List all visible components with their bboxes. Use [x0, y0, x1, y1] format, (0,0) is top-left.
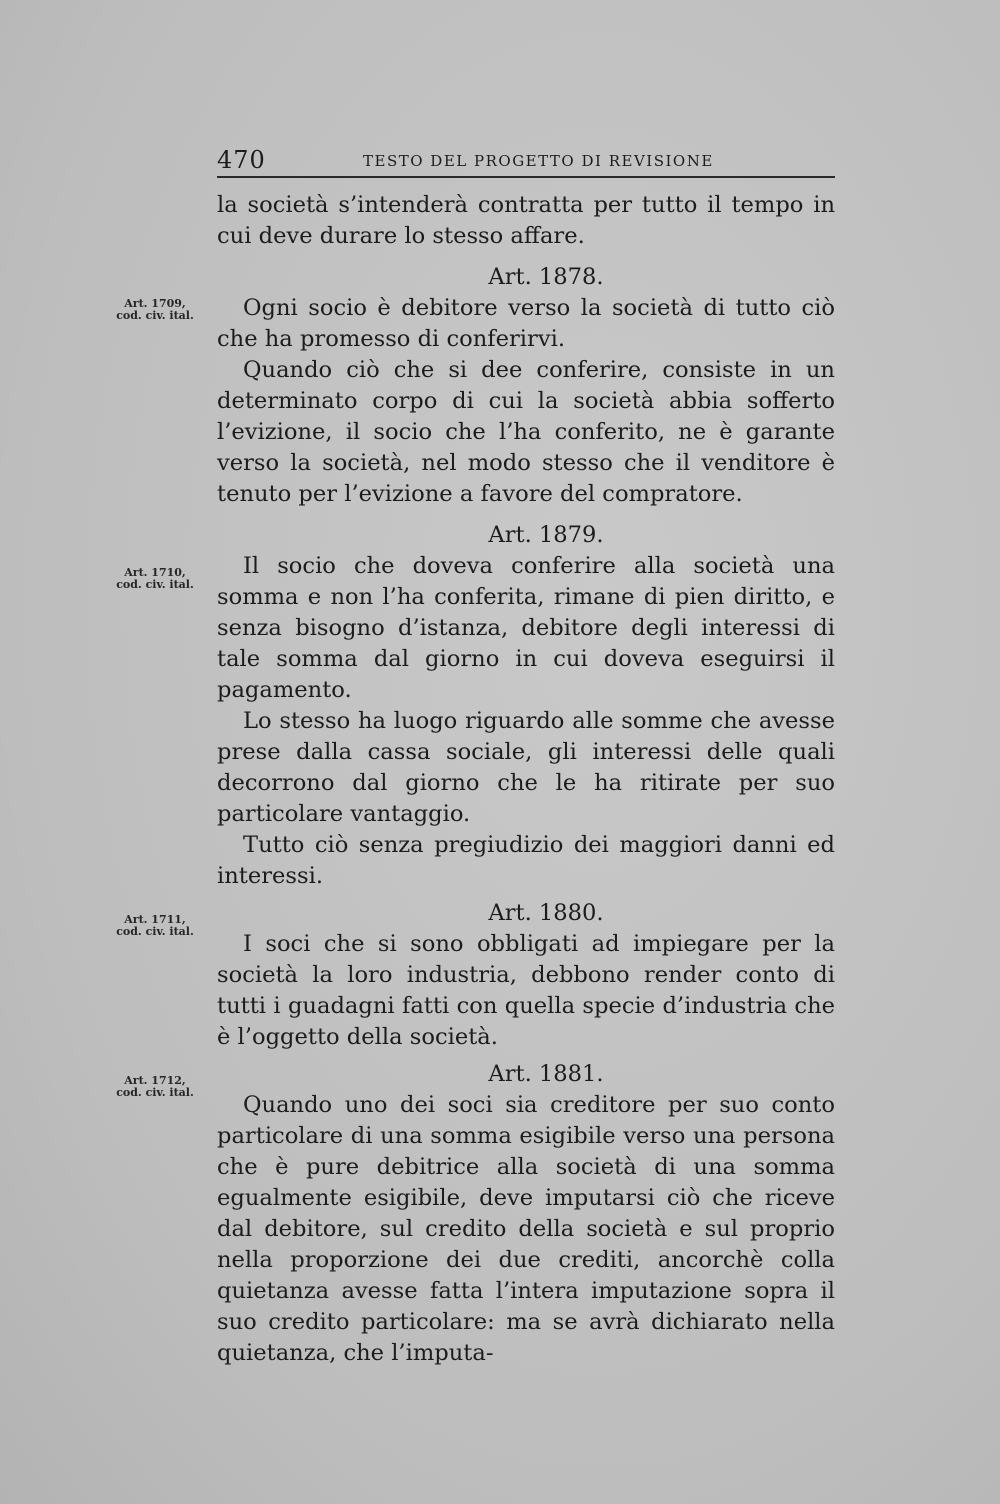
article-1878-paragraph-2: Quando ciò che si dee conferire, consiste in un determinato corpo di cui la società abbia sofferto l’evizione, il socio che l’ha conferito, ne è garante verso la società, nel modo stesso che il venditore è tenuto per l’evizione a favore del compratore. — [217, 357, 835, 507]
margin-note-article: Art. 1709, — [124, 297, 186, 310]
margin-note-article: Art. 1710, — [124, 566, 186, 579]
margin-note-code: cod. civ. ital. — [116, 578, 194, 591]
article-1879-paragraph-1: Il socio che doveva conferire alla società una somma e non l’ha conferita, rimane di pien diritto, e senza bisogno d’istanza, debitore degli interessi di tale somma dal giorno in cui doveva eseguirsi il pagamento. — [217, 553, 835, 703]
margin-note-code: cod. civ. ital. — [116, 309, 194, 322]
margin-note-art-1880 — [100, 914, 210, 938]
intro-paragraph: la società s’intenderà contratta per tutto il tempo in cui deve durare lo stesso affare. — [217, 192, 835, 249]
article-1879-paragraph-2: Lo stesso ha luogo riguardo alle somme che avesse prese dalla cassa sociale, gli interessi delle quali decorrono dal giorno che le ha ritirate per suo particolare vantaggio. — [217, 708, 835, 827]
page-number: 470 — [217, 146, 266, 174]
article-1881-paragraph-1: Quando uno dei soci sia creditore per suo conto particolare di una somma esigibile verso una persona che è pure debitrice alla società di una somma egualmente esigibile, deve imputarsi ciò che riceve dal debitore, sul credito della società e sul proprio nella proporzione dei due crediti, ancorchè colla quietanza avesse fatta l’intera imputazione sopra il suo credito particolare: ma se avrà dichiarato nella quietanza, che l’imputa- — [217, 1092, 835, 1366]
body-text — [217, 190, 835, 1369]
margin-note-art-1879 — [100, 567, 210, 591]
page-header — [217, 142, 835, 178]
article-1878-paragraph-1: Ogni socio è debitore verso la società di tutto ciò che ha promesso di conferirvi. — [217, 295, 835, 352]
article-1880-paragraph-1: I soci che si sono obbligati ad impiegare per la società la loro industria, debbono render conto di tutti i guadagni fatti con quella specie d’industria che è l’oggetto della società. — [217, 931, 835, 1050]
margin-note-art-1881 — [100, 1075, 210, 1099]
margin-note-code: cod. civ. ital. — [116, 1086, 194, 1099]
running-head: TESTO DEL PROGETTO DI REVISIONE — [363, 152, 714, 170]
article-heading-1879: Art. 1879. — [488, 522, 604, 548]
margin-note-art-1878 — [100, 298, 210, 322]
article-1879-paragraph-3: Tutto ciò senza pregiudizio dei maggiori danni ed interessi. — [217, 832, 835, 889]
article-heading-1881: Art. 1881. — [488, 1061, 604, 1087]
margin-note-article: Art. 1712, — [124, 1074, 186, 1087]
article-heading-1878: Art. 1878. — [488, 264, 604, 290]
margin-note-code: cod. civ. ital. — [116, 925, 194, 938]
margin-note-article: Art. 1711, — [124, 913, 186, 926]
article-heading-1880: Art. 1880. — [488, 900, 604, 926]
